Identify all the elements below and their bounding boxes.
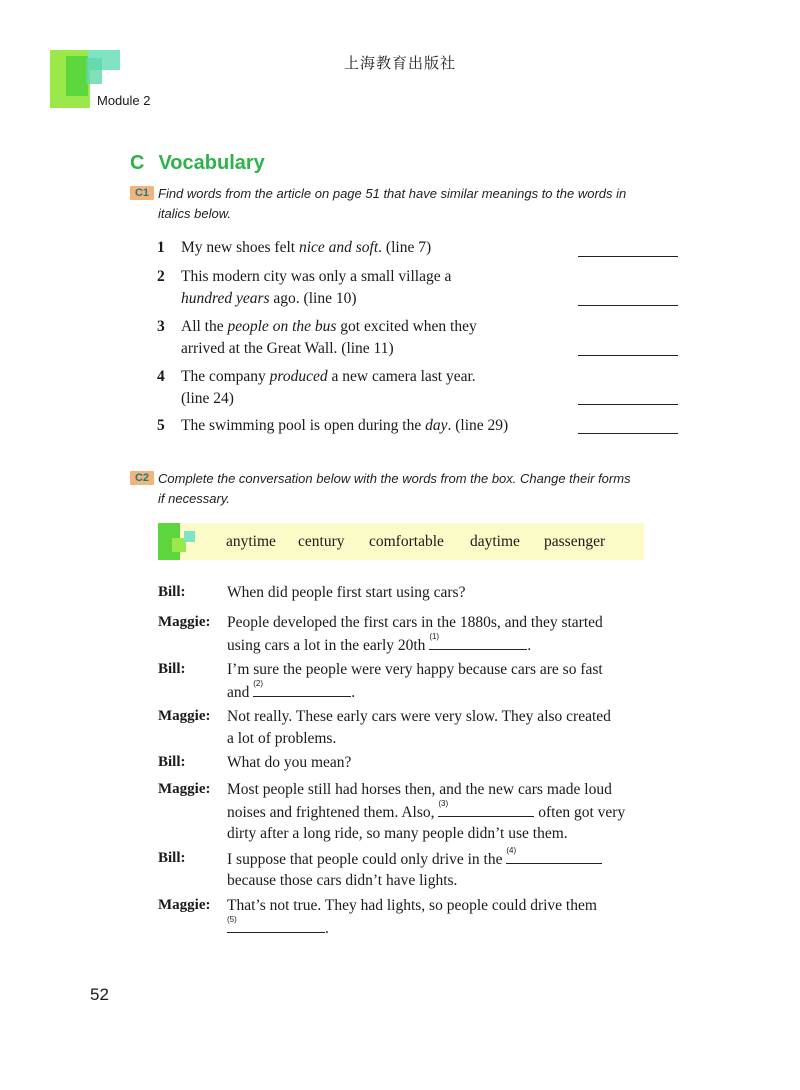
dialogue-line: Not really. These early cars were very slow. They also created: [227, 708, 611, 725]
speaker-name: Bill:: [158, 584, 186, 600]
question-text: All the people on the bus got excited when they arrived at the Great Wall. (line 11): [181, 318, 477, 357]
c2-instruction-line2: if necessary.: [158, 491, 231, 506]
answer-blank-4[interactable]: [578, 404, 678, 405]
word-option: anytime: [226, 533, 276, 550]
dialogue-line: because those cars didn’t have lights.: [227, 872, 458, 889]
c1-instruction-line1: Find words from the article on page 51 that have similar meanings to the words in: [158, 186, 627, 201]
dialogue-line: dirty after a long ride, so many people didn’t use them.: [227, 825, 568, 842]
exercise-badge-c2: C2: [130, 471, 154, 485]
question-number: 4: [157, 368, 165, 385]
dialogue-line: a lot of problems.: [227, 730, 337, 747]
page-number: 52: [90, 985, 109, 1004]
dialogue-line: noises and frightened them. Also, (3) often got very: [227, 799, 626, 821]
exercise-badge-c1: C1: [130, 186, 154, 200]
word-option: daytime: [470, 533, 520, 550]
dialogue-line: using cars a lot in the early 20th (1) .: [227, 632, 532, 654]
speaker-name: Bill:: [158, 754, 186, 770]
word-option: comfortable: [369, 533, 444, 550]
module-label: Module 2: [97, 93, 151, 108]
answer-gap-2[interactable]: (2): [253, 681, 351, 697]
question-text: The swimming pool is open during the day. (line 29): [181, 417, 509, 434]
answer-blank-1[interactable]: [578, 256, 678, 257]
answer-blank-5[interactable]: [578, 433, 678, 434]
dialogue-line: Most people still had horses then, and the new cars made loud: [227, 781, 612, 798]
dialogue-line: I’m sure the people were very happy because cars are so fast: [227, 661, 603, 678]
section-letter: C: [130, 152, 145, 174]
answer-gap-5[interactable]: (5): [227, 917, 325, 933]
c1-instruction-line2: italics below.: [158, 206, 231, 221]
answer-gap-1[interactable]: (1): [429, 634, 527, 650]
dialogue-line: I suppose that people could only drive in the (4): [227, 848, 602, 871]
section-title-text: Vocabulary: [158, 152, 265, 174]
speaker-name: Bill:: [158, 850, 186, 866]
section-title: [130, 152, 265, 175]
dialogue-line: (5) .: [227, 915, 329, 937]
question-number: 5: [157, 417, 165, 434]
c2-instruction-line1: Complete the conversation below with the words from the box. Change their forms: [158, 471, 631, 486]
question-number: 1: [157, 239, 165, 256]
word-option: century: [298, 533, 345, 550]
answer-gap-4[interactable]: (4): [506, 848, 602, 864]
speaker-name: Bill:: [158, 661, 186, 677]
answer-blank-2[interactable]: [578, 305, 678, 306]
word-box-accent-square-teal: [184, 531, 195, 542]
question-text: This modern city was only a small village a hundred years ago. (line 10): [181, 268, 452, 307]
question-text: The company produced a new camera last year. (line 24): [181, 368, 476, 407]
publisher-name: 上海教育出版社: [343, 56, 456, 72]
dialogue-line: When did people first start using cars?: [227, 584, 466, 601]
word-option: passenger: [544, 533, 606, 550]
speaker-name: Maggie:: [158, 781, 211, 797]
question-number: 3: [157, 318, 165, 335]
speaker-name: Maggie:: [158, 708, 211, 724]
dialogue-line: That’s not true. They had lights, so people could drive them: [227, 897, 597, 914]
question-number: 2: [157, 268, 165, 285]
dialogue-line: What do you mean?: [227, 754, 352, 771]
question-text: My new shoes felt nice and soft. (line 7): [181, 239, 432, 256]
answer-blank-3[interactable]: [578, 355, 678, 356]
speaker-name: Maggie:: [158, 614, 211, 630]
answer-gap-3[interactable]: (3): [438, 801, 534, 817]
speaker-name: Maggie:: [158, 897, 211, 913]
dialogue-line: and (2) .: [227, 679, 356, 701]
dialogue-line: People developed the first cars in the 1880s, and they started: [227, 614, 603, 631]
